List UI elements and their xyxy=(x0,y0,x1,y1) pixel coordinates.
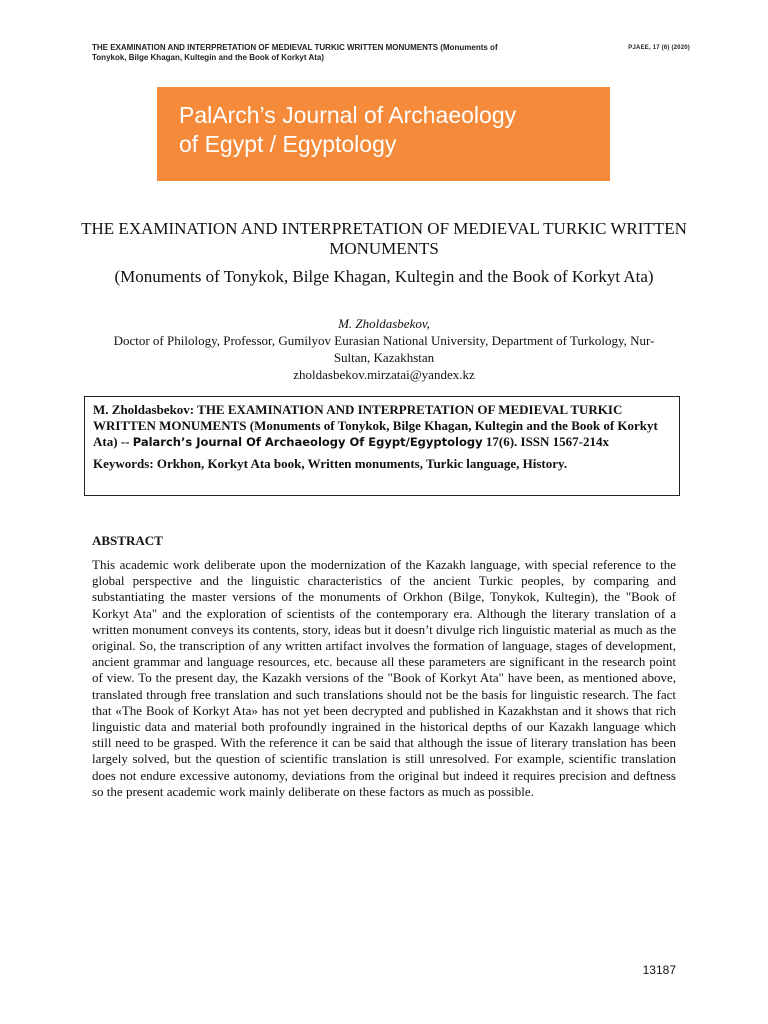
journal-reference: PJAEE, 17 (6) (2020) xyxy=(628,45,690,51)
abstract-heading: ABSTRACT xyxy=(92,533,163,548)
citation-text xyxy=(93,402,671,450)
paper-title: THE EXAMINATION AND INTERPRETATION OF MEDIEVAL TURKIC WRITTEN MONUMENTS xyxy=(81,219,687,258)
abstract-body: This academic work deliberate upon the modernization of the Kazakh language, with special reference to the global perspective and the linguistic characteristics of the ancient Turkic peoples, by comparing and substantiating the master versions of the monuments of Orkhon (Bilge, Tonykok, Kultegin), the "Book of Korkyt Ata" and the exploration of scientists of the contemporary era. Although the literary translation of a written monument conveys its contents, story, ideas but it doesn’t divulge rich linguistic material as much as the original. So, the transcription of any written artifact involves the formation of language, stages of development, ancient grammar and language resources, etc. because all these parameters are significant in the research point of view. To the present day, the Kazakh versions of the "Book of Korkyt Ata" have been, as mentioned above, translated through free translation and such translations should not be the basis for linguistic research. The fact that «The Book of Korkyt Ata» has not yet been decrypted and published in Kazakhstan and it shows that rich linguistic data and material both profoundly ingrained in the historical depths of our Kazakh language which still need to be grasped. With the reference it can be said that although the issue of literary translation has been largely solved, but the question of scientific translation is still unresolved. For example, scientific translation does not endure excessive autonomy, deviations from the original but indeed it requires precision and deftness so the present academic work mainly deliberate on these factors as much as possible. xyxy=(92,557,676,799)
running-title: THE EXAMINATION AND INTERPRETATION OF MEDIEVAL TURKIC WRITTEN MONUMENTS (Monuments of Tonykok, Bilge Khagan, Kultegin and the Book of Korkyt Ata) xyxy=(92,43,498,62)
author-name: M. Zholdasbekov, xyxy=(338,316,430,331)
keywords: Keywords: Orkhon, Korkyt Ata book, Written monuments, Turkic language, History. xyxy=(93,456,568,471)
citation-box xyxy=(84,396,680,496)
author-email: zholdasbekov.mirzatai@yandex.kz xyxy=(293,367,475,382)
banner-line-2: of Egypt / Egyptology xyxy=(179,131,397,157)
author-block xyxy=(100,332,668,383)
author-affiliation: Doctor of Philology, Professor, Gumilyov Eurasian National University, Department of Turkology, Nur-Sultan, Kazakhstan xyxy=(113,333,655,365)
journal-banner xyxy=(157,87,610,181)
paper-subtitle: (Monuments of Tonykok, Bilge Khagan, Kultegin and the Book of Korkyt Ata) xyxy=(114,267,654,286)
banner-line-1: PalArch’s Journal of Archaeology xyxy=(179,102,517,128)
citation-main: M. Zholdasbekov: THE EXAMINATION AND INTERPRETATION OF MEDIEVAL TURKIC WRITTEN MONUMENTS (Monuments of Tonykok, Bilge Khagan, Kultegin and the Book of Korkyt Ata) -- xyxy=(93,402,658,449)
citation-issue: 17(6). ISSN 1567-214x xyxy=(482,434,610,449)
citation-journal: Palarch’s Journal Of Archaeology Of Egypt/Egyptology xyxy=(132,435,483,449)
page-number: 13187 xyxy=(642,963,676,977)
